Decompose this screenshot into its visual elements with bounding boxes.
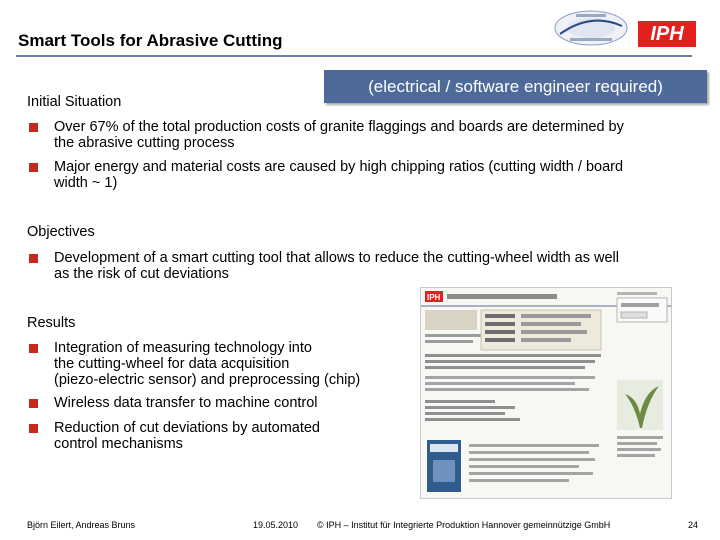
bullet-line: the cutting-wheel for data acquisition [54, 356, 290, 372]
bullet-line: as the risk of cut deviations [54, 266, 229, 282]
slide-title: Smart Tools for Abrasive Cutting [18, 31, 283, 50]
initial-bullet-1 [54, 119, 624, 151]
bullet-line: Development of a smart cutting tool that allows to reduce the cutting-wheel width as well [54, 250, 619, 266]
bullet-marker [29, 254, 38, 263]
results-heading: Results [27, 315, 76, 331]
bullet-line: Integration of measuring technology into [54, 340, 312, 356]
requirement-tag: (electrical / software engineer required) [324, 70, 707, 103]
website-screenshot-graphic [421, 288, 671, 498]
footer-organization: © IPH – Institut für Integrierte Produktion Hannover gemeinnützige GmbH [317, 520, 611, 530]
screenshot-iph-label: IPH [427, 293, 441, 302]
bullet-line: width ~ 1) [54, 175, 118, 191]
bullet-line: Reduction of cut deviations by automated [54, 420, 320, 436]
bullet-line: Wireless data transfer to machine control [54, 395, 318, 411]
network-logo [548, 4, 634, 50]
header-logos [548, 4, 696, 50]
initial-situation-heading: Initial Situation [27, 94, 122, 110]
bullet-line: control mechanisms [54, 436, 183, 452]
results-bullet-3 [54, 420, 320, 452]
footer-date: 19.05.2010 [253, 520, 299, 530]
header-divider [16, 55, 692, 57]
objectives-bullet-1 [54, 250, 619, 282]
bullet-line: Over 67% of the total production costs of granite flaggings and boards are determined by [54, 119, 624, 135]
bullet-line: the abrasive cutting process [54, 135, 235, 151]
bullet-line: (piezo-electric sensor) and preprocessing (chip) [54, 372, 361, 388]
bullet-marker [29, 123, 38, 132]
objectives-heading: Objectives [27, 224, 95, 240]
page-number: 24 [688, 520, 699, 530]
iph-logo: IPH [638, 21, 696, 47]
bullet-marker [29, 344, 38, 353]
bullet-marker [29, 399, 38, 408]
website-screenshot-image [420, 287, 672, 499]
bullet-marker [29, 163, 38, 172]
results-bullet-1 [54, 340, 360, 388]
initial-bullet-2 [54, 159, 623, 191]
bullet-line: Major energy and material costs are caused by high chipping ratios (cutting width / board [54, 159, 624, 175]
bullet-marker [29, 424, 38, 433]
footer-authors: Björn Eilert, Andreas Bruns [27, 520, 136, 530]
results-bullet-2 [54, 395, 318, 411]
